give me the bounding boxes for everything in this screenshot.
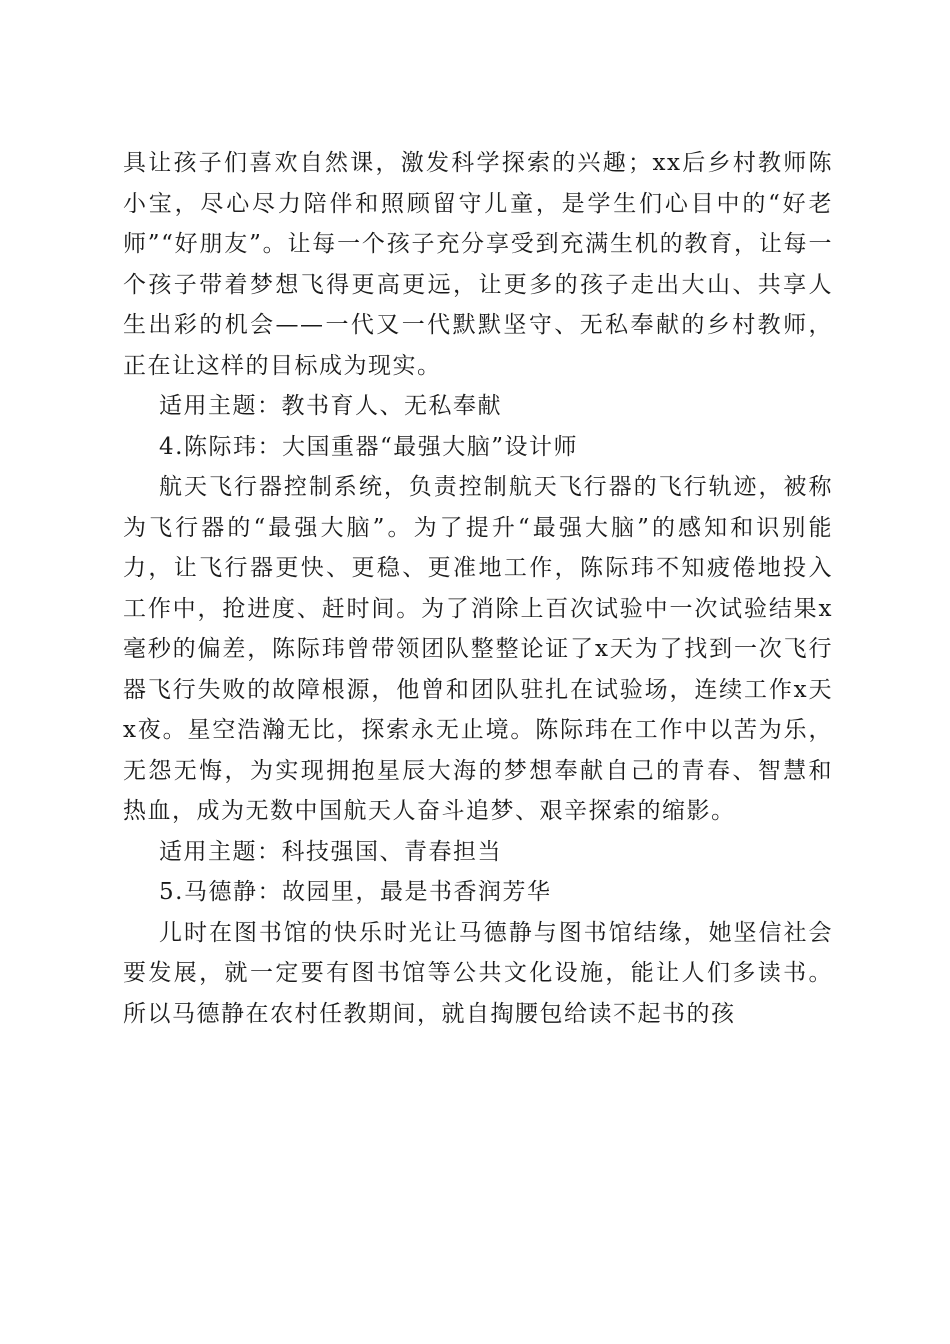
applicable-theme-line: 适用主题：科技强国、青春担当 — [159, 838, 502, 865]
paragraph-ma-dejing: 儿时在图书馆的快乐时光让马德静与图书馆结缘，她坚信社会要发展，就一定要有图书馆等公共文化设施，能让人们多读书。所以马德静在农村任教期间，就自掏腰包给读不起书的孩 — [123, 919, 833, 1027]
paragraph-rural-teachers: 具让孩子们喜欢自然课，激发科学探索的兴趣；xx后乡村教师陈小宝，尽心尽力陪伴和照顾留守儿童，是学生们心目中的“好老师”“好朋友”。让每一个孩子充分享受到充满生机的教育，让每一个孩子带着梦想飞得更高更远，让更多的孩子走出大山、共享人生出彩的机会——一代又一代默默坚守、无私奉献的乡村教师，正在让这样的目标成为现实。 — [123, 150, 833, 379]
section-heading: 4.陈际玮：大国重器“最强大脑”设计师 — [159, 433, 578, 460]
applicable-theme-line: 适用主题：教书育人、无私奉献 — [159, 393, 502, 419]
document-body — [123, 143, 833, 1034]
paragraph-chen-jiwei: 航天飞行器控制系统，负责控制航天飞行器的飞行轨迹，被称为飞行器的“最强大脑”。为了提升“最强大脑”的感知和识别能力，让飞行器更快、更稳、更准地工作，陈际玮不知疲倦地投入工作中，抢进度、赶时间。为了消除上百次试验中一次试验结果x毫秒的偏差，陈际玮曾带领团队整整论证了x天为了找到一次飞行器飞行失败的故障根源，他曾和团队驻扎在试验场，连续工作x天x夜。星空浩瀚无比，探索永无止境。陈际玮在工作中以苦为乐，无怨无悔，为实现拥抱星辰大海的梦想奉献自己的青春、智慧和热血，成为无数中国航天人奋斗追梦、艰辛探索的缩影。 — [123, 474, 833, 824]
section-heading: 5.马德静：故园里，最是书香润芳华 — [159, 879, 552, 905]
